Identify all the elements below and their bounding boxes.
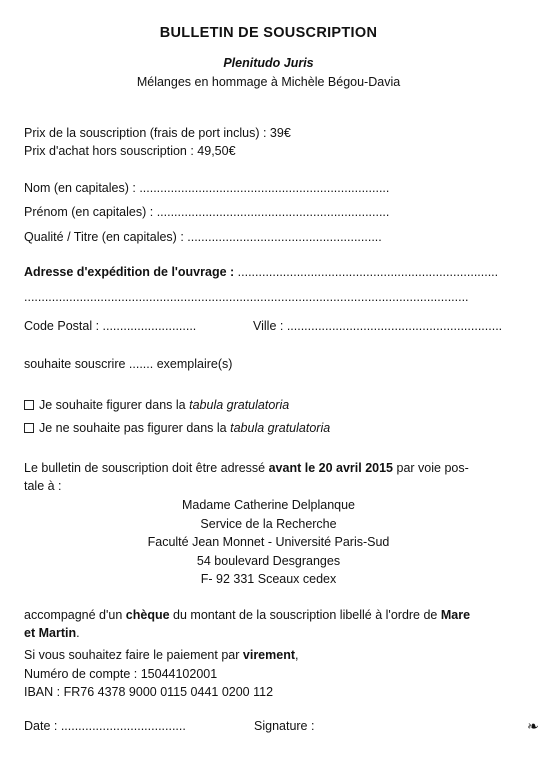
- option-ne-pas-figurer-term: tabula gratulatoria: [230, 421, 331, 435]
- ville-field[interactable]: Ville : ..............................................................: [253, 319, 503, 333]
- postal-code-field[interactable]: Code Postal : ...........................: [24, 319, 197, 333]
- option-figurer-term: tabula gratulatoria: [189, 398, 290, 412]
- option-figurer[interactable]: [24, 398, 289, 414]
- option-figurer-label: Je souhaite figurer dans la: [39, 398, 186, 412]
- mailing-text-a: Le bulletin de souscription doit être adressé: [24, 461, 266, 475]
- qualite-field[interactable]: Qualité / Titre (en capitales) : ........................................................: [24, 230, 382, 244]
- form-title: BULLETIN DE SOUSCRIPTION: [159, 25, 378, 41]
- prenom-field[interactable]: Prénom (en capitales) : ...................................................................: [24, 205, 390, 219]
- signature-field[interactable]: Signature :: [254, 719, 315, 733]
- book-title: Plenitudo Juris: [223, 56, 314, 70]
- mailing-deadline: avant le 20 avril 2015: [268, 461, 394, 475]
- address-line: F- 92 331 Sceaux cedex: [200, 572, 337, 586]
- mailing-text-c: tale à :: [24, 479, 62, 493]
- cheque-word: chèque: [125, 608, 170, 622]
- option-ne-pas-figurer-label: Je ne souhaite pas figurer dans la: [39, 421, 227, 435]
- purchase-price: Prix d'achat hors souscription : 49,50€: [24, 144, 236, 158]
- cheque-end: .: [76, 626, 80, 640]
- book-subtitle: Mélanges en hommage à Michèle Bégou-Davia: [136, 75, 401, 89]
- virement-end: ,: [295, 648, 299, 662]
- account-number: Numéro de compte : 15044102001: [24, 667, 218, 681]
- address-line: Service de la Recherche: [200, 517, 337, 531]
- address-label: Adresse d'expédition de l'ouvrage :: [24, 265, 235, 279]
- checkbox-figurer[interactable]: [24, 400, 34, 410]
- cheque-instructions: [24, 608, 470, 624]
- subscription-price: Prix de la souscription (frais de port inclus) : 39€: [24, 126, 291, 140]
- cheque-payee-b: et Martin: [24, 626, 77, 640]
- address-line: Faculté Jean Monnet - Université Paris-Sud: [147, 535, 390, 549]
- virement-text: Si vous souhaitez faire le paiement par: [24, 648, 240, 662]
- iban: IBAN : FR76 4378 9000 0115 0441 0200 112: [24, 685, 274, 699]
- address-line: 54 boulevard Desgranges: [196, 554, 341, 568]
- quantity-field[interactable]: souhaite souscrire ....... exemplaire(s): [24, 357, 233, 371]
- edge-ornament: ❧: [527, 718, 539, 734]
- nom-field[interactable]: Nom (en capitales) : ........................................................................: [24, 181, 390, 195]
- cheque-payee-a: Mare: [440, 608, 471, 622]
- cheque-text-a: accompagné d'un: [24, 608, 123, 622]
- cheque-text-b: du montant de la souscription libellé à l'ordre de: [173, 608, 438, 622]
- mailing-instructions: [24, 461, 469, 477]
- option-ne-pas-figurer[interactable]: [24, 421, 330, 437]
- address-line-2[interactable]: ................................................................................................................................: [24, 290, 469, 304]
- date-field[interactable]: Date : ....................................: [24, 719, 186, 733]
- virement-word: virement: [242, 648, 295, 662]
- address-line: Madame Catherine Delplanque: [181, 498, 356, 512]
- cheque-payee-line: [24, 626, 80, 642]
- mailing-text-b: par voie pos-: [396, 461, 469, 475]
- virement-instructions: [24, 648, 298, 664]
- address-dots: ...........................................................................: [237, 265, 499, 279]
- checkbox-ne-pas-figurer[interactable]: [24, 423, 34, 433]
- address-field[interactable]: [24, 265, 498, 281]
